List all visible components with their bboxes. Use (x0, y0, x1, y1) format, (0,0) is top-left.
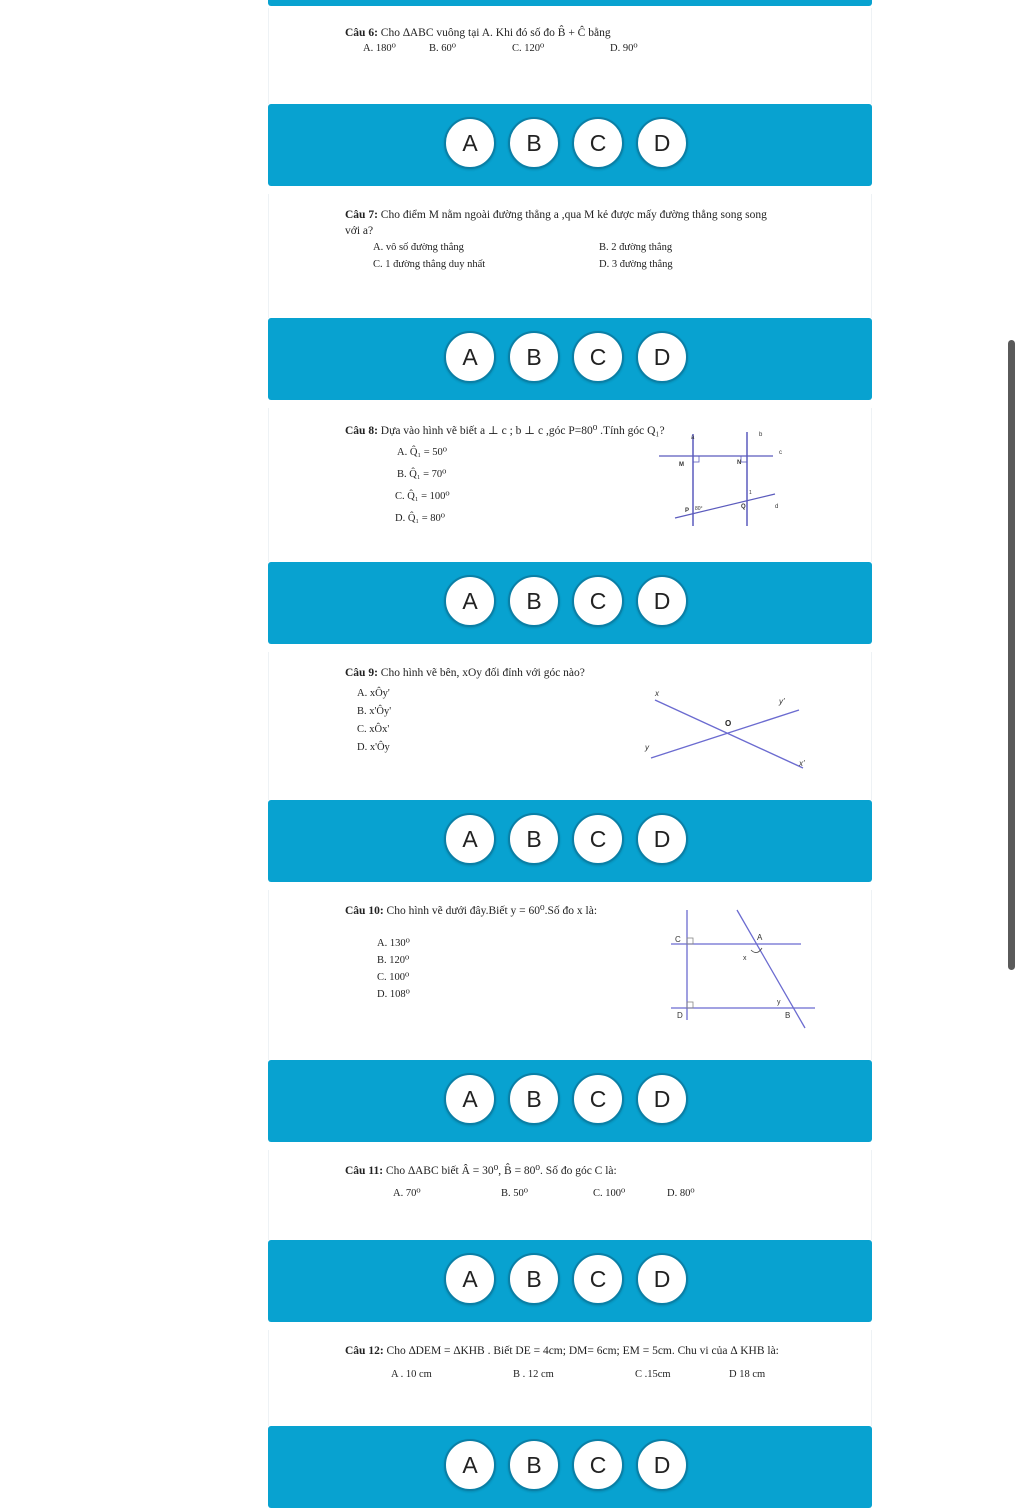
answer-c: C .15cm (635, 1369, 671, 1380)
svg-text:P: P (685, 508, 690, 514)
option-b-button[interactable]: B (508, 117, 560, 169)
svg-text:x: x (743, 955, 747, 962)
svg-text:D: D (677, 1011, 683, 1020)
question-text: Câu 10: Cho hình vẽ dưới đây.Biết y = 60⁰.Số đo x là: (345, 905, 598, 917)
option-c-button[interactable]: C (572, 575, 624, 627)
svg-text:x: x (655, 689, 659, 698)
question-card-11 (268, 1150, 872, 1240)
answer-b: B. 120⁰ (377, 955, 410, 966)
option-d-button[interactable]: D (636, 1439, 688, 1491)
question-card-9 (268, 652, 872, 800)
question-text-cont: với a? (345, 225, 374, 237)
option-b-button[interactable]: B (508, 1439, 560, 1491)
answer-a: A. 180⁰ (363, 43, 396, 54)
option-c-button[interactable]: C (572, 331, 624, 383)
svg-text:C: C (675, 935, 681, 944)
svg-text:d: d (775, 504, 779, 510)
option-d-button[interactable]: D (636, 575, 688, 627)
option-b-button[interactable]: B (508, 1073, 560, 1125)
option-c-button[interactable]: C (572, 813, 624, 865)
answer-band-q7 (268, 318, 872, 400)
svg-text:y: y (645, 743, 649, 752)
answer-c: C. 100⁰ (377, 972, 410, 983)
answer-c: C. 120⁰ (512, 43, 545, 54)
answer-a: A . 10 cm (391, 1369, 432, 1380)
vertical-angles-figure (641, 686, 811, 776)
option-d-button[interactable]: D (636, 813, 688, 865)
svg-text:a: a (691, 435, 695, 441)
question-text: Câu 11: Cho ∆ABC biết Â = 30⁰, B̂ = 80⁰. Số đo góc C là: (345, 1165, 617, 1177)
svg-text:Q: Q (741, 504, 746, 510)
answer-d: D. 108⁰ (377, 989, 410, 1000)
option-a-button[interactable]: A (444, 1253, 496, 1305)
answer-band-q12 (268, 1426, 872, 1508)
option-a-button[interactable]: A (444, 117, 496, 169)
answer-d: D. x'Ôy (357, 742, 390, 753)
option-b-button[interactable]: B (508, 575, 560, 627)
question-text: Câu 9: Cho hình vẽ bên, xOy đối đỉnh với góc nào? (345, 667, 585, 679)
svg-text:A: A (757, 933, 763, 942)
option-a-button[interactable]: A (444, 331, 496, 383)
option-a-button[interactable]: A (444, 1073, 496, 1125)
vertical-scrollbar[interactable] (1008, 340, 1015, 970)
option-b-button[interactable]: B (508, 813, 560, 865)
option-d-button[interactable]: D (636, 1253, 688, 1305)
question-text: Câu 12: Cho ∆DEM = ∆KHB . Biết DE = 4cm; DM= 6cm; EM = 5cm. Chu vi của ∆ KHB là: (345, 1345, 779, 1357)
answer-b: B. Q̂₁ = 70⁰ (397, 469, 447, 480)
question-card-6 (268, 8, 872, 104)
answer-b: B. 50⁰ (501, 1188, 528, 1199)
svg-text:y': y' (779, 697, 785, 706)
svg-text:N: N (737, 460, 742, 466)
svg-text:80°: 80° (695, 506, 703, 512)
option-d-button[interactable]: D (636, 331, 688, 383)
svg-text:x': x' (799, 759, 805, 768)
transversal-figure (665, 904, 815, 1034)
option-d-button[interactable]: D (636, 1073, 688, 1125)
svg-text:y: y (777, 999, 781, 1006)
answer-band-q10 (268, 1060, 872, 1142)
answer-band-q11 (268, 1240, 872, 1322)
svg-text:M: M (679, 462, 684, 468)
svg-text:B: B (785, 1011, 791, 1020)
answer-a: A. 130⁰ (377, 938, 410, 949)
option-c-button[interactable]: C (572, 1439, 624, 1491)
svg-text:c: c (779, 450, 782, 456)
answer-c: C. Q̂₁ = 100⁰ (395, 491, 450, 502)
answer-a: A. 70⁰ (393, 1188, 421, 1199)
answer-band-q9 (268, 800, 872, 882)
answer-d: D. 3 đường thẳng (599, 259, 673, 270)
answer-b: B. 60⁰ (429, 43, 456, 54)
option-a-button[interactable]: A (444, 1439, 496, 1491)
answer-band-q8 (268, 562, 872, 644)
question-text: Câu 8: Dựa vào hình vẽ biết a ⊥ c ; b ⊥ c ,góc P=80⁰ .Tính góc Q₁? (345, 425, 665, 437)
answer-b: B. 2 đường thẳng (599, 242, 673, 253)
answer-band-q5 (268, 0, 872, 6)
option-c-button[interactable]: C (572, 1073, 624, 1125)
answer-b: B . 12 cm (513, 1369, 554, 1380)
svg-text:b: b (759, 432, 763, 438)
answer-d: D. Q̂₁ = 80⁰ (395, 513, 445, 524)
answer-c: C. 100⁰ (593, 1188, 626, 1199)
option-d-button[interactable]: D (636, 117, 688, 169)
option-a-button[interactable]: A (444, 575, 496, 627)
option-c-button[interactable]: C (572, 1253, 624, 1305)
answer-band-q6 (268, 104, 872, 186)
question-card-12 (268, 1330, 872, 1426)
option-b-button[interactable]: B (508, 331, 560, 383)
answer-c: C. xÔx' (357, 724, 390, 735)
answer-d: D. 90⁰ (610, 43, 638, 54)
answer-a: A. Q̂₁ = 50⁰ (397, 447, 447, 458)
answer-b: B. x'Ôy' (357, 706, 392, 717)
question-card-10 (268, 890, 872, 1060)
answer-d: D. 80⁰ (667, 1188, 695, 1199)
question-text: Câu 6: Cho ∆ABC vuông tại A. Khi đó số đo B̂ + Ĉ bằng (345, 27, 611, 39)
parallel-lines-figure (649, 428, 799, 538)
option-b-button[interactable]: B (508, 1253, 560, 1305)
answer-c: C. 1 đường thẳng duy nhất (373, 259, 486, 270)
option-c-button[interactable]: C (572, 117, 624, 169)
question-text: Câu 7: Cho điểm M nằm ngoài đường thẳng a ,qua M kẻ được mấy đường thẳng song song (345, 209, 767, 221)
answer-a: A. vô số đường thẳng (373, 242, 464, 253)
question-card-8 (268, 408, 872, 562)
option-a-button[interactable]: A (444, 813, 496, 865)
svg-text:O: O (725, 719, 732, 728)
answer-d: D 18 cm (729, 1369, 766, 1380)
answer-a: A. xÔy' (357, 688, 390, 699)
svg-text:1: 1 (749, 490, 752, 496)
question-card-7 (268, 194, 872, 318)
